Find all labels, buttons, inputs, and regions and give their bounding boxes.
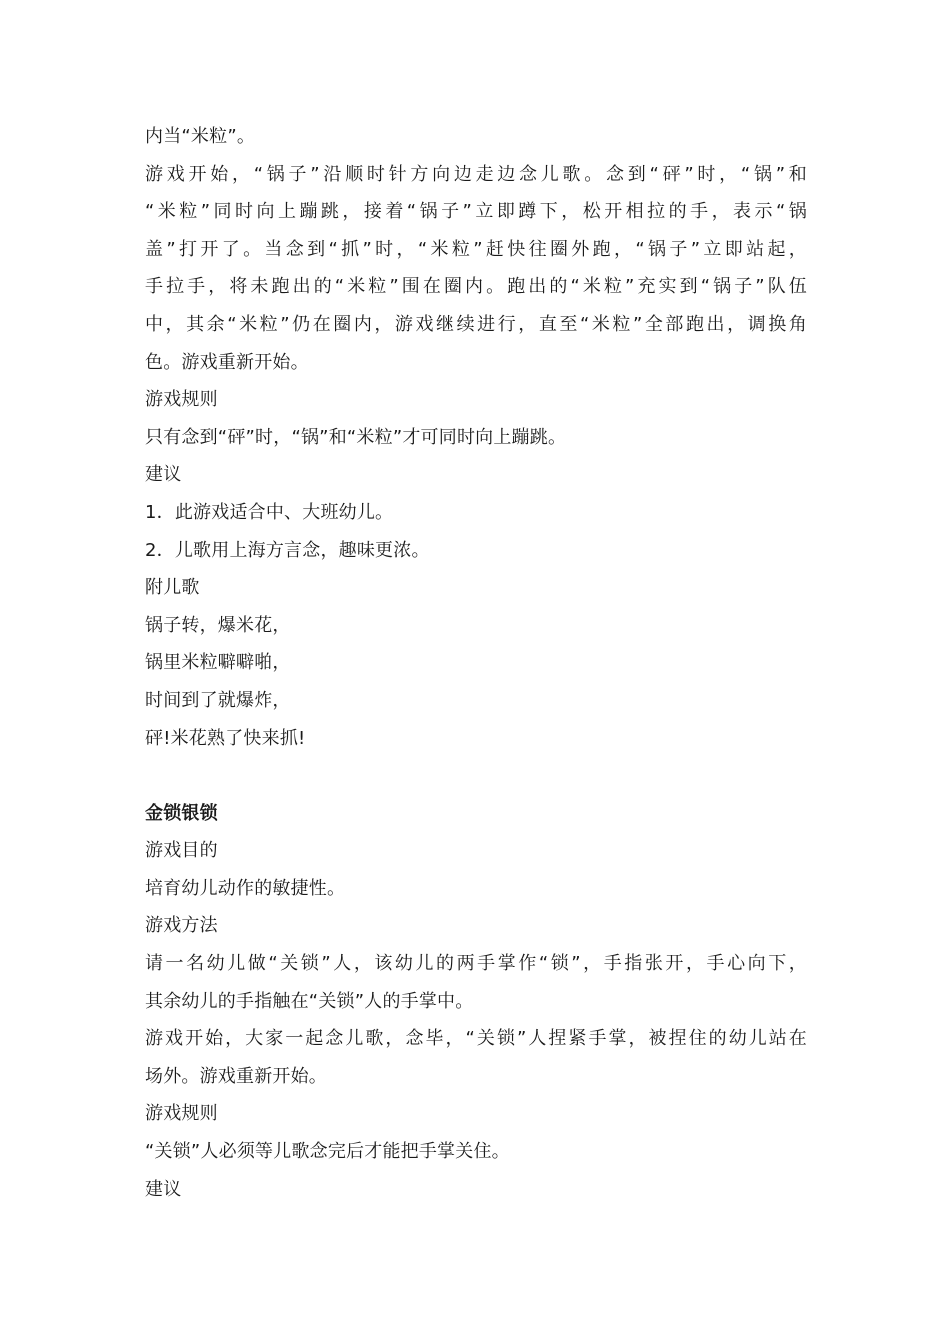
goal-text: 培育幼儿动作的敏捷性。	[145, 877, 346, 899]
method-heading: 游戏方法	[145, 915, 218, 937]
goal-heading: 游戏目的	[145, 840, 218, 862]
rules-heading: 游戏规则	[145, 1103, 218, 1125]
text-line: 其余幼儿的手指触在“关锁”人的手掌中。	[145, 990, 474, 1012]
section-title: 金锁银锁	[145, 802, 218, 824]
text-line: 场外。游戏重新开始。	[145, 1065, 327, 1087]
advice-heading: 建议	[145, 1178, 182, 1200]
advice-heading: 建议	[145, 464, 182, 486]
text-line: 色。游戏重新开始。	[145, 351, 309, 373]
song-line: 锅子转，爆米花，	[145, 614, 291, 636]
rules-text: 只有念到“砰”时，“锅”和“米粒”才可同时向上蹦跳。	[145, 426, 567, 448]
text-line: 请一名幼儿做“关锁”人，该幼儿的两手掌作“锁”，手指张开，手心向下，	[145, 953, 807, 975]
paragraph-intro-tail: 内当“米粒”。	[145, 126, 256, 147]
advice-item: 2．儿歌用上海方言念，趣味更浓。	[145, 539, 430, 561]
song-line: 锅里米粒噼噼啪，	[145, 652, 291, 674]
song-heading: 附儿歌	[145, 577, 200, 599]
text-line: 中，其余“米粒”仍在圈内，游戏继续进行，直至“米粒”全部跑出，调换角	[145, 313, 807, 335]
paragraph-method	[145, 945, 807, 1020]
text-line: “米粒”同时向上蹦跳，接着“锅子”立即蹲下，松开相拉的手，表示“锅	[145, 201, 807, 223]
paragraph-game-play	[145, 156, 807, 382]
paragraph-game-play-2	[145, 1020, 807, 1095]
text-line: 游戏开始，大家一起念儿歌，念毕，“关锁”人捏紧手掌，被捏住的幼儿站在	[145, 1028, 807, 1050]
rules-text: “关锁”人必须等儿歌念完后才能把手掌关住。	[145, 1141, 510, 1163]
text-line: 游戏开始，“锅子”沿顺时针方向边走边念儿歌。念到“砰”时，“锅”和	[145, 163, 807, 185]
advice-item: 1．此游戏适合中、大班幼儿。	[145, 501, 394, 523]
text-line: 手拉手，将未跑出的“米粒”围在圈内。跑出的“米粒”充实到“锅子”队伍	[145, 276, 807, 298]
song-line: 砰!米花熟了快来抓!	[145, 727, 306, 749]
song-line: 时间到了就爆炸，	[145, 689, 291, 711]
document-page	[145, 118, 807, 1208]
text-line: 盖”打开了。当念到“抓”时，“米粒”赶快往圈外跑，“锅子”立即站起，	[145, 238, 807, 260]
spacer	[145, 757, 807, 795]
rules-heading: 游戏规则	[145, 389, 218, 411]
